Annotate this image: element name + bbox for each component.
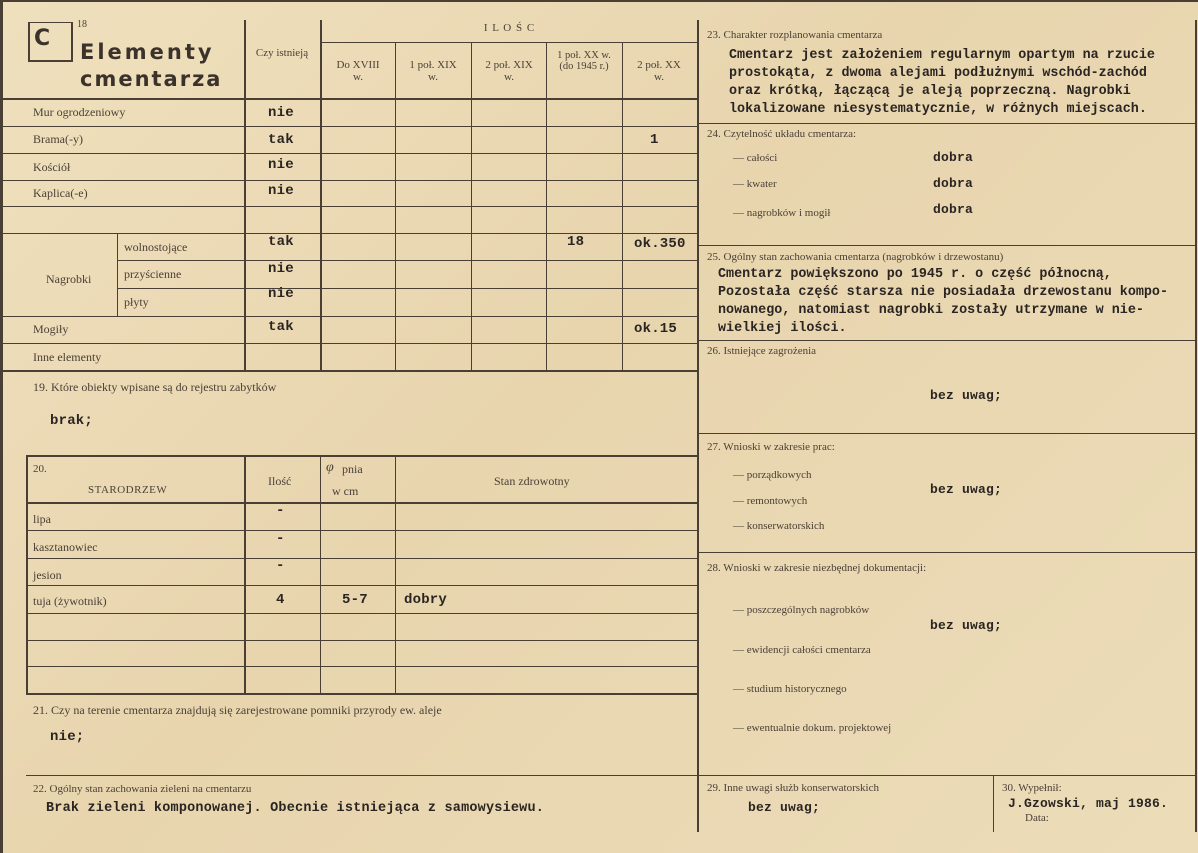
col-header-period-3: 2 poł. XIX w. — [485, 59, 533, 83]
q24-label: 24. Czytelność układu cmentarza: — [707, 128, 857, 140]
q23-line-4: lokalizowane niesystematycznie, w różnych miejscach. — [729, 102, 1147, 117]
q24-item-3-value: dobra — [933, 202, 974, 217]
tree-row-4-diam: 5-7 — [342, 592, 368, 608]
trees-col-name: STARODRZEW — [88, 484, 168, 496]
section-title-line2: cmentarza — [80, 67, 223, 91]
q28-item-2: — ewidencji całości cmentarza — [733, 644, 871, 656]
q26-answer: bez uwag; — [930, 388, 1003, 403]
col-header-quantity: I L O Ś C — [483, 22, 536, 34]
q24-item-3-label: — nagrobków i mogił — [733, 207, 831, 219]
trees-number: 20. — [33, 463, 47, 475]
q28-item-1: — poszczególnych nagrobków — [733, 604, 870, 616]
row-label-slabs: płyty — [124, 295, 149, 309]
q19-label: 19. Które obiekty wpisane są do rejestru zabytków — [33, 380, 277, 394]
q28-item-3: — studium historycznego — [733, 683, 847, 695]
q29-label: 29. Inne uwagi służb konserwatorskich — [707, 782, 879, 794]
box-letter: C — [34, 26, 51, 51]
row-label-gate: Brama(-y) — [33, 132, 83, 146]
row-label-wall: Mur ogrodzeniowy — [33, 105, 126, 119]
q22-label: 22. Ogólny stan zachowania zieleni na cmentarzu — [33, 783, 252, 795]
q27-item-2: — remontowych — [733, 495, 808, 507]
row-freestanding-period4: 18 — [567, 234, 585, 250]
row-exists-wall: nie — [268, 105, 294, 121]
row-label-church: Kościół — [33, 160, 71, 174]
tree-row-3-name: jesion — [33, 568, 62, 582]
row-exists-wall-mounted: nie — [268, 261, 294, 277]
row-label-other: Inne elementy — [33, 350, 102, 364]
row-label-wall-mounted: przyścienne — [124, 267, 182, 281]
q28-item-4: — ewentualnie dokum. projektowej — [733, 722, 892, 734]
q21-label: 21. Czy na terenie cmentarza znajdują się zarejestrowane pomniki przyrody ew. aleje — [33, 703, 442, 717]
trees-col-diam-symbol: φ — [326, 460, 334, 475]
q26-label: 26. Istniejące zagrożenia — [707, 345, 817, 357]
q28-label: 28. Wnioski w zakresie niezbędnej dokumentacji: — [707, 562, 927, 574]
q25-line-2: Pozostała część starsza nie posiadała drzewostanu kompo- — [718, 285, 1168, 300]
col-header-exists: Czy istnieją — [255, 47, 309, 59]
row-label-chapel: Kaplica(-e) — [33, 186, 88, 200]
q27-item-3: — konserwatorskich — [733, 520, 825, 532]
row-graves-period5: ok.15 — [634, 321, 678, 337]
q22-answer: Brak zieleni komponowanej. Obecnie istniejąca z samowysiewu. — [46, 801, 545, 816]
q30-label: 30. Wypełnił: — [1002, 782, 1062, 794]
row-exists-slabs: nie — [268, 286, 294, 302]
col-header-period-2: 1 poł. XIX w. — [409, 59, 457, 83]
row-exists-freestanding: tak — [268, 234, 294, 250]
q27-answer: bez uwag; — [930, 482, 1003, 497]
row-exists-gate: tak — [268, 132, 294, 148]
col-header-period-5: 2 poł. XX w. — [637, 59, 681, 83]
tree-row-1-qty: - — [276, 503, 285, 519]
q24-item-1-value: dobra — [933, 150, 974, 165]
q28-answer: bez uwag; — [930, 618, 1003, 633]
q23-line-3: oraz krótką, łączącą je aleją poprzeczną. Nagrobki — [729, 84, 1131, 99]
row-label-graves: Mogiły — [33, 322, 69, 336]
row-freestanding-period5: ok.350 — [634, 236, 686, 252]
q24-item-2-label: — kwater — [733, 178, 777, 190]
q23-line-1: Cmentarz jest założeniem regularnym opartym na rzucie — [729, 48, 1155, 63]
tree-row-2-qty: - — [276, 531, 285, 547]
q23-label: 23. Charakter rozplanowania cmentarza — [707, 29, 883, 41]
tree-row-3-qty: - — [276, 558, 285, 574]
section-title-line1: Elementy — [80, 40, 215, 64]
col-header-period-1: Do XVIII w. — [336, 59, 380, 83]
q24-item-2-value: dobra — [933, 176, 974, 191]
trees-col-diam-b: w cm — [332, 484, 359, 498]
tree-row-2-name: kasztanowiec — [33, 540, 98, 554]
q30-date-label: Data: — [1025, 812, 1049, 824]
col-header-period-4: 1 poł. XX w. (do 1945 r.) — [557, 50, 611, 72]
q21-answer: nie; — [50, 729, 85, 745]
q25-line-3: nowanego, natomiast nagrobki zostały utrzymane w nie- — [718, 303, 1144, 318]
tree-row-4-qty: 4 — [276, 592, 285, 608]
box-number: 18 — [77, 19, 87, 30]
tree-row-1-name: lipa — [33, 512, 51, 526]
trees-col-qty: Ilość — [268, 474, 292, 488]
q25-label: 25. Ogólny stan zachowania cmentarza (nagrobków i drzewostanu) — [707, 251, 1004, 263]
row-label-freestanding: wolnostojące — [124, 240, 188, 254]
tree-row-4-state: dobry — [404, 592, 448, 608]
row-exists-graves: tak — [268, 319, 294, 335]
q27-label: 27. Wnioski w zakresie prac: — [707, 441, 835, 453]
q25-line-1: Cmentarz powiększono po 1945 r. o część północną, — [718, 267, 1112, 282]
q23-line-2: prostokąta, z dwoma alejami podłużnymi wschód-zachód — [729, 66, 1147, 81]
row-exists-church: nie — [268, 157, 294, 173]
q25-line-4: wielkiej ilości. — [718, 321, 847, 336]
tree-row-4-name: tuja (żywotnik) — [33, 594, 107, 608]
q27-item-1: — porządkowych — [733, 469, 812, 481]
trees-col-diam-a: pnia — [342, 462, 363, 476]
q19-answer: brak; — [50, 413, 94, 429]
nagrobki-label: Nagrobki — [46, 272, 92, 286]
q29-answer: bez uwag; — [748, 800, 821, 815]
q24-item-1-label: — całości — [733, 152, 778, 164]
q30-answer: J.Gzowski, maj 1986. — [1008, 796, 1169, 811]
trees-col-state: Stan zdrowotny — [494, 474, 570, 488]
row-gate-period5: 1 — [650, 132, 659, 148]
row-exists-chapel: nie — [268, 183, 294, 199]
